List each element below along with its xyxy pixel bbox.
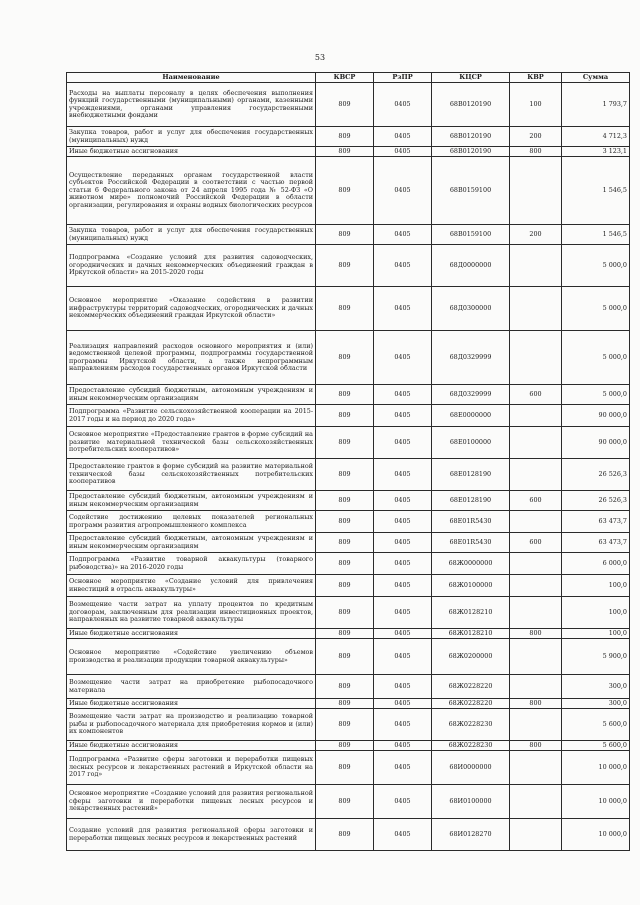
cell-rzpr: 0405 [374, 785, 432, 819]
cell-kvr: 200 [510, 225, 562, 245]
cell-kvr: 600 [510, 385, 562, 405]
cell-kvr: 600 [510, 533, 562, 553]
cell-kcsr: 68Е0100000 [432, 427, 510, 459]
cell-name: Возмещение части затрат на производство и реализацию товарной рыбы и рыбопосадочного материала для приобретения кормов и (или) их компонентов [67, 709, 316, 741]
cell-kvr [510, 785, 562, 819]
cell-name: Расходы на выплаты персоналу в целях обеспечения выполнения функций государственными (муниципальными) органами, казенными учреждениями, органами управления государственными внебюджетными фондами [67, 83, 316, 127]
cell-kvr [510, 405, 562, 427]
cell-kvsr: 809 [316, 639, 374, 675]
cell-kvsr: 809 [316, 157, 374, 225]
cell-kvr: 800 [510, 741, 562, 751]
cell-kvr: 100 [510, 83, 562, 127]
cell-sum: 300,0 [562, 699, 630, 709]
table-row [67, 287, 630, 331]
cell-sum: 5 000,0 [562, 385, 630, 405]
cell-sum: 90 000,0 [562, 405, 630, 427]
table-row [67, 533, 630, 553]
cell-sum: 100,0 [562, 597, 630, 629]
cell-sum: 100,0 [562, 575, 630, 597]
cell-sum: 5 000,0 [562, 245, 630, 287]
cell-kvsr: 809 [316, 245, 374, 287]
table-row [67, 427, 630, 459]
cell-kvr [510, 751, 562, 785]
cell-kvr: 600 [510, 491, 562, 511]
cell-name: Предоставление субсидий бюджетным, автономным учреждениям и иным некоммерческим организациям [67, 491, 316, 511]
cell-kvr [510, 331, 562, 385]
cell-kcsr: 68Ж0100000 [432, 575, 510, 597]
cell-kvr [510, 675, 562, 699]
cell-kvsr: 809 [316, 331, 374, 385]
cell-sum: 26 526,3 [562, 459, 630, 491]
cell-rzpr: 0405 [374, 225, 432, 245]
cell-rzpr: 0405 [374, 597, 432, 629]
table-row [67, 225, 630, 245]
cell-kvsr: 809 [316, 675, 374, 699]
cell-kcsr: 68В0120190 [432, 127, 510, 147]
cell-kvsr: 809 [316, 147, 374, 157]
cell-kvr: 800 [510, 147, 562, 157]
cell-kvsr: 809 [316, 785, 374, 819]
cell-rzpr: 0405 [374, 699, 432, 709]
cell-rzpr: 0405 [374, 709, 432, 741]
cell-kvsr: 809 [316, 127, 374, 147]
cell-kvr [510, 157, 562, 225]
cell-sum: 3 123,1 [562, 147, 630, 157]
cell-kvsr: 809 [316, 385, 374, 405]
cell-kcsr: 68Ж0000000 [432, 553, 510, 575]
cell-kcsr: 68Д0300000 [432, 287, 510, 331]
cell-kvsr: 809 [316, 83, 374, 127]
cell-sum: 300,0 [562, 675, 630, 699]
cell-rzpr: 0405 [374, 751, 432, 785]
cell-rzpr: 0405 [374, 331, 432, 385]
table-row [67, 553, 630, 575]
cell-name: Создание условий для развития региональной сферы заготовки и переработки пищевых лесных ресурсов и лекарственных растений [67, 819, 316, 851]
cell-kvsr: 809 [316, 511, 374, 533]
cell-sum: 10 000,0 [562, 819, 630, 851]
cell-name: Иные бюджетные ассигнования [67, 147, 316, 157]
cell-rzpr: 0405 [374, 147, 432, 157]
cell-sum: 5 000,0 [562, 287, 630, 331]
table-row [67, 575, 630, 597]
header-kvr: КВР [510, 73, 562, 83]
cell-sum: 90 000,0 [562, 427, 630, 459]
table-row [67, 405, 630, 427]
cell-kcsr: 68Ж0200000 [432, 639, 510, 675]
cell-kcsr: 68Е01R5430 [432, 511, 510, 533]
cell-rzpr: 0405 [374, 741, 432, 751]
cell-rzpr: 0405 [374, 385, 432, 405]
table-row [67, 385, 630, 405]
cell-kvsr: 809 [316, 741, 374, 751]
cell-sum: 26 526,3 [562, 491, 630, 511]
cell-rzpr: 0405 [374, 575, 432, 597]
cell-rzpr: 0405 [374, 287, 432, 331]
table-row [67, 127, 630, 147]
cell-name: Подпрограмма «Развитие сельскохозяйственной кооперации на 2015-2017 годы и на период до 2020 года» [67, 405, 316, 427]
cell-name: Возмещение части затрат на приобретение рыбопосадочного материала [67, 675, 316, 699]
cell-kcsr: 68Ж0228230 [432, 709, 510, 741]
cell-name: Основное мероприятие «Оказание содействия в развитии инфраструктуры территорий садоводческих, огороднических и дачных некоммерческих объединений граждан Иркутской области» [67, 287, 316, 331]
cell-rzpr: 0405 [374, 553, 432, 575]
cell-name: Содействие достижению целевых показателей региональных программ развития агропромышленного комплекса [67, 511, 316, 533]
table-row [67, 785, 630, 819]
cell-kvsr: 809 [316, 629, 374, 639]
table-header-row [67, 73, 630, 83]
cell-kcsr: 68Д0329999 [432, 331, 510, 385]
cell-kvsr: 809 [316, 553, 374, 575]
cell-kcsr: 68В0120190 [432, 147, 510, 157]
cell-name: Предоставление грантов в форме субсидий на развитие материальной технической базы сельскохозяйственных потребительских кооперативов [67, 459, 316, 491]
table-row [67, 157, 630, 225]
cell-name: Возмещение части затрат на уплату процентов по кредитным договорам, заключенным для реализации инвестиционных проектов, направленных на развитие товарной аквакультуры [67, 597, 316, 629]
cell-kcsr: 68Д0000000 [432, 245, 510, 287]
cell-sum: 6 000,0 [562, 553, 630, 575]
cell-name: Реализация направлений расходов основного мероприятия и (или) ведомственной целевой программы, подпрограммы государственной программы Иркутской области, а также непрограммным направлениям расходов государственных органов Иркутской области [67, 331, 316, 385]
cell-sum: 5 000,0 [562, 331, 630, 385]
header-name: Наименование [67, 73, 316, 83]
cell-rzpr: 0405 [374, 511, 432, 533]
table-row [67, 83, 630, 127]
budget-table [66, 72, 630, 851]
cell-kvr [510, 245, 562, 287]
cell-rzpr: 0405 [374, 427, 432, 459]
cell-sum: 1 546,5 [562, 157, 630, 225]
table-row [67, 331, 630, 385]
table-row [67, 675, 630, 699]
table-row [67, 639, 630, 675]
cell-kvsr: 809 [316, 709, 374, 741]
cell-kvr [510, 819, 562, 851]
cell-name: Подпрограмма «Развитие товарной аквакультуры (товарного рыбоводства)» на 2016-2020 годы [67, 553, 316, 575]
cell-name: Предоставление субсидий бюджетным, автономным учреждениям и иным некоммерческим организациям [67, 533, 316, 553]
cell-kvsr: 809 [316, 575, 374, 597]
cell-rzpr: 0405 [374, 83, 432, 127]
cell-sum: 1 793,7 [562, 83, 630, 127]
cell-kvr [510, 459, 562, 491]
header-sum: Сумма [562, 73, 630, 83]
cell-name: Предоставление субсидий бюджетным, автономным учреждениям и иным некоммерческим организациям [67, 385, 316, 405]
page-number: 53 [314, 53, 326, 62]
cell-rzpr: 0405 [374, 245, 432, 287]
cell-kvr [510, 511, 562, 533]
cell-kcsr: 68Е0128190 [432, 459, 510, 491]
cell-kvsr: 809 [316, 225, 374, 245]
table-row [67, 459, 630, 491]
cell-kvsr: 809 [316, 751, 374, 785]
cell-rzpr: 0405 [374, 459, 432, 491]
cell-sum: 10 000,0 [562, 751, 630, 785]
header-kcsr: КЦСР [432, 73, 510, 83]
cell-name: Иные бюджетные ассигнования [67, 699, 316, 709]
cell-name: Закупка товаров, работ и услуг для обеспечения государственных (муниципальных) нужд [67, 225, 316, 245]
table-row [67, 147, 630, 157]
cell-kvsr: 809 [316, 405, 374, 427]
table-row [67, 741, 630, 751]
cell-name: Закупка товаров, работ и услуг для обеспечения государственных (муниципальных) нужд [67, 127, 316, 147]
cell-kvr [510, 575, 562, 597]
cell-name: Подпрограмма «Создание условий для развития садоводческих, огороднических и дачных некоммерческих объединений граждан в Иркутской области» на 2015-2020 годы [67, 245, 316, 287]
table-row [67, 751, 630, 785]
cell-name: Основное мероприятие «Создание условий для развития региональной сферы заготовки и переработки пищевых лесных ресурсов и лекарственных растений» [67, 785, 316, 819]
cell-kvr [510, 427, 562, 459]
cell-kvsr: 809 [316, 699, 374, 709]
cell-name: Иные бюджетные ассигнования [67, 741, 316, 751]
cell-name: Основное мероприятие «Создание условий для привлечения инвестиций в отрасль аквакультуры» [67, 575, 316, 597]
table-row [67, 511, 630, 533]
table-row [67, 819, 630, 851]
cell-sum: 1 546,5 [562, 225, 630, 245]
cell-kcsr: 68В0159100 [432, 225, 510, 245]
cell-kcsr: 68Ж0128210 [432, 629, 510, 639]
cell-sum: 5 900,0 [562, 639, 630, 675]
cell-kvr: 800 [510, 699, 562, 709]
cell-kcsr: 68Е01R5430 [432, 533, 510, 553]
table-row [67, 699, 630, 709]
cell-sum: 10 000,0 [562, 785, 630, 819]
cell-kcsr: 68И0100000 [432, 785, 510, 819]
cell-sum: 63 473,7 [562, 533, 630, 553]
cell-sum: 100,0 [562, 629, 630, 639]
cell-kcsr: 68Ж0228220 [432, 699, 510, 709]
table-row [67, 245, 630, 287]
cell-kvr [510, 553, 562, 575]
cell-name: Основное мероприятие «Содействие увеличению объемов производства и реализации продукции товарной аквакультуры» [67, 639, 316, 675]
cell-kvr: 200 [510, 127, 562, 147]
cell-rzpr: 0405 [374, 533, 432, 553]
cell-kvr: 800 [510, 629, 562, 639]
cell-kcsr: 68Е0000000 [432, 405, 510, 427]
cell-sum: 4 712,3 [562, 127, 630, 147]
cell-rzpr: 0405 [374, 405, 432, 427]
cell-rzpr: 0405 [374, 491, 432, 511]
cell-kcsr: 68В0159100 [432, 157, 510, 225]
cell-kvsr: 809 [316, 597, 374, 629]
cell-rzpr: 0405 [374, 675, 432, 699]
cell-sum: 5 600,0 [562, 741, 630, 751]
cell-rzpr: 0405 [374, 639, 432, 675]
cell-kcsr: 68И0128270 [432, 819, 510, 851]
cell-kvr [510, 709, 562, 741]
header-kvsr: КВСР [316, 73, 374, 83]
cell-kcsr: 68Ж0128210 [432, 597, 510, 629]
header-rzpr: РзПР [374, 73, 432, 83]
cell-sum: 5 600,0 [562, 709, 630, 741]
table-row [67, 709, 630, 741]
cell-kvsr: 809 [316, 491, 374, 511]
cell-rzpr: 0405 [374, 127, 432, 147]
cell-kvr [510, 287, 562, 331]
cell-name: Осуществление переданных органам государственной власти субъектов Российской Федерации в соответствии с частью первой статьи 6 Федерального закона от 24 апреля 1995 года № 52-ФЗ «О животном мире» полномочий Российской Федерации в области организации, регулирования и охраны водных биологических ресурсов [67, 157, 316, 225]
cell-kcsr: 68И0000000 [432, 751, 510, 785]
cell-kvsr: 809 [316, 427, 374, 459]
cell-kvsr: 809 [316, 459, 374, 491]
cell-kvsr: 809 [316, 287, 374, 331]
cell-name: Подпрограмма «Развитие сферы заготовки и переработки пищевых лесных ресурсов и лекарственных растений в Иркутской области на 2017 год» [67, 751, 316, 785]
cell-kcsr: 68Ж0228230 [432, 741, 510, 751]
cell-rzpr: 0405 [374, 819, 432, 851]
cell-name: Основное мероприятие «Предоставление грантов в форме субсидий на развитие материальной технической базы сельскохозяйственных потребительских кооперативов» [67, 427, 316, 459]
cell-kvsr: 809 [316, 533, 374, 553]
cell-kcsr: 68Д0329999 [432, 385, 510, 405]
cell-kvr [510, 639, 562, 675]
cell-sum: 63 473,7 [562, 511, 630, 533]
cell-kcsr: 68Ж0228220 [432, 675, 510, 699]
cell-kvsr: 809 [316, 819, 374, 851]
cell-rzpr: 0405 [374, 157, 432, 225]
cell-kvr [510, 597, 562, 629]
cell-name: Иные бюджетные ассигнования [67, 629, 316, 639]
cell-kcsr: 68В0120190 [432, 83, 510, 127]
cell-rzpr: 0405 [374, 629, 432, 639]
table-row [67, 629, 630, 639]
table-row [67, 491, 630, 511]
cell-kcsr: 68Е0128190 [432, 491, 510, 511]
table-row [67, 597, 630, 629]
